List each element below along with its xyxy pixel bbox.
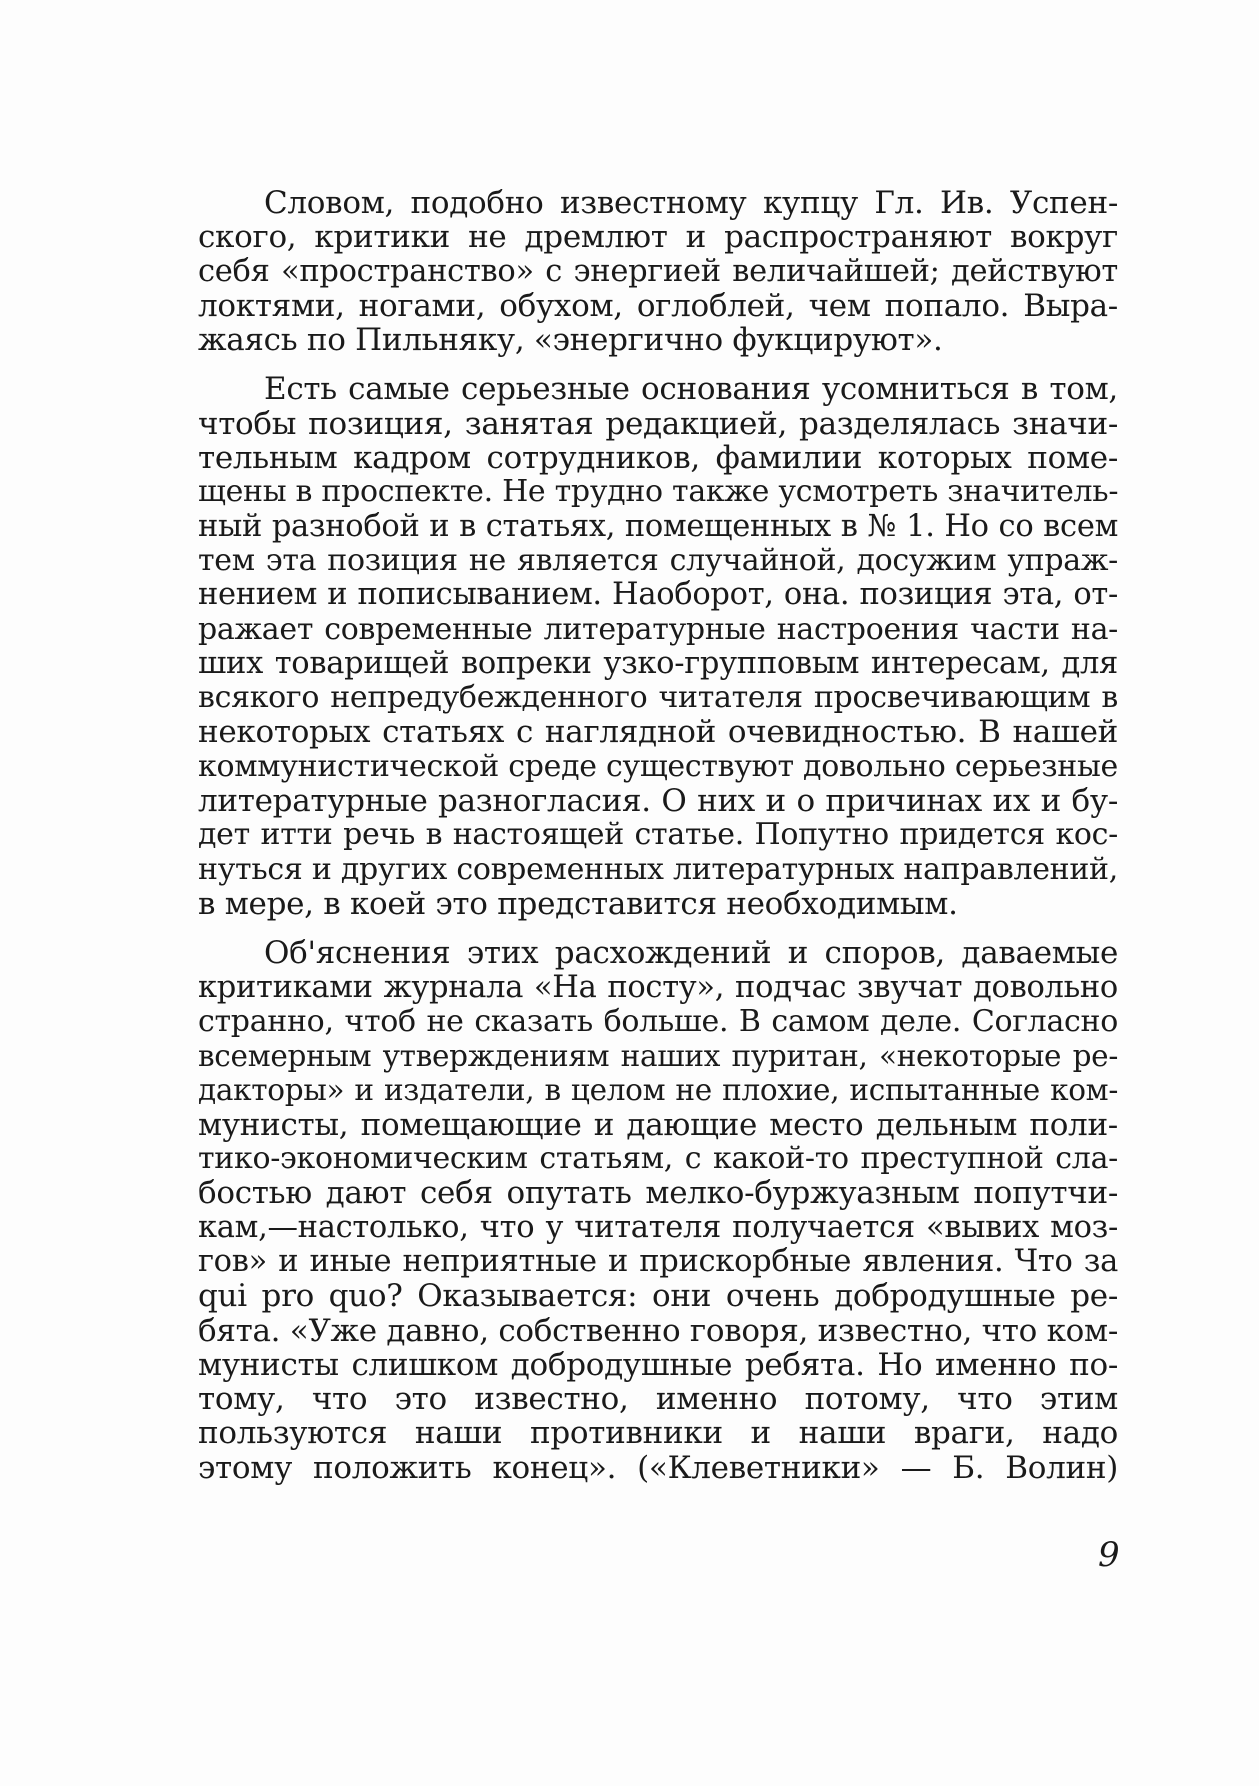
text-line: этому положить конец». («Клеветники» — Б. Волин) bbox=[198, 1449, 1118, 1486]
text-line: Есть самые серьезные основания усомниться в том, bbox=[264, 371, 1118, 408]
text-line: некоторых статьях с наглядной очевидностью. В нашей bbox=[198, 714, 1118, 751]
text-line: жаясь по Пильняку, «энергично фукцируют». bbox=[198, 322, 943, 359]
paragraph-gap bbox=[198, 357, 1118, 372]
paragraph-gap bbox=[198, 921, 1118, 936]
text-line: чтобы позиция, занятая редакцией, разделялась значи- bbox=[198, 405, 1118, 442]
text-line: ный разнобой и в статьях, помещенных в № 1. Но со всем bbox=[198, 508, 1118, 544]
text-line: тем эта позиция не является случайной, досужим упраж- bbox=[198, 542, 1118, 578]
text-line: мунисты слишком добродушные ребята. Но именно по- bbox=[198, 1346, 1118, 1383]
page-number: 9 bbox=[1098, 1535, 1120, 1575]
text-line: Об'яснения этих расхождений и споров, даваемые bbox=[264, 935, 1118, 972]
text-line: пользуются наши противники и наши враги, надо bbox=[198, 1415, 1118, 1452]
text-line: qui pro quo? Оказывается: они очень добродушные ре- bbox=[198, 1278, 1118, 1315]
text-line: мунисты, помещающие и дающие место дельным поли- bbox=[198, 1106, 1118, 1143]
text-line: гов» и иные неприятные и прискорбные явления. Что за bbox=[198, 1243, 1118, 1279]
text-line: тельным кадром сотрудников, фамилии которых поме- bbox=[198, 440, 1118, 477]
text-line: локтями, ногами, обухом, оглоблей, чем попало. Выра- bbox=[198, 287, 1118, 324]
text-line: странно, чтоб не сказать больше. В самом деле. Согласно bbox=[198, 1003, 1118, 1039]
text-line: дакторы» и издатели, в целом не плохие, испытанные ком- bbox=[198, 1073, 1118, 1108]
text-line: коммунистической среде существуют довольно серьезные bbox=[198, 748, 1118, 784]
text-line: ших товарищей вопреки узко-групповым интересам, для bbox=[198, 645, 1118, 681]
text-line: себя «пространство» с энергией величайшей; действуют bbox=[198, 253, 1118, 289]
text-line: дет итти речь в настоящей статье. Попутно придется кос- bbox=[198, 817, 1118, 853]
text-line: нуться и других современных литературных направлений, bbox=[198, 851, 1118, 887]
text-line: всякого непредубежденного читателя просвечивающим в bbox=[198, 680, 1118, 716]
text-line: нением и пописыванием. Наоборот, она. позиция эта, от- bbox=[198, 577, 1118, 613]
text-line: кам,—настолько, что у читателя получается «вывих моз- bbox=[198, 1209, 1118, 1245]
text-line: бята. «Уже давно, собственно говоря, известно, что ком- bbox=[198, 1312, 1118, 1349]
text-line: тому, что это известно, именно потому, что этим bbox=[198, 1381, 1118, 1418]
text-line: тико-экономическим статьям, с какой-то преступной сла- bbox=[198, 1141, 1118, 1177]
text-line: литературные разногласия. О них и о причинах их и бу- bbox=[198, 783, 1118, 820]
text-line: Словом, подобно известному купцу Гл. Ив. Успен- bbox=[264, 185, 1118, 221]
text-line: критиками журнала «На посту», подчас звучат довольно bbox=[198, 969, 1118, 1005]
text-line: ражает современные литературные настроения части на- bbox=[198, 611, 1118, 647]
text-line: всемерным утверждениям наших пуритан, «некоторые ре- bbox=[198, 1039, 1118, 1074]
body-text bbox=[198, 186, 1118, 1485]
text-line: в мере, в коей это представится необходимым. bbox=[198, 885, 958, 922]
text-line: щены в проспекте. Не трудно также усмотреть значитель- bbox=[198, 474, 1119, 510]
text-line: бостью дают себя опутать мелко-буржуазным попутчи- bbox=[198, 1175, 1118, 1212]
text-line: ского, критики не дремлют и распространяют вокруг bbox=[198, 219, 1118, 256]
